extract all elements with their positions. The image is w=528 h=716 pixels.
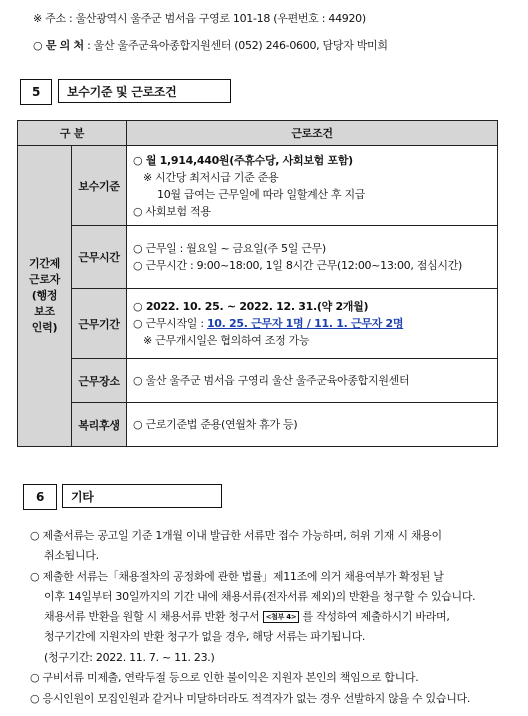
row-category-location: 근무장소 bbox=[72, 359, 127, 403]
etc-item-2-line-5: (청구기간: 2022. 11. 7. ~ 11. 23.) bbox=[44, 651, 215, 664]
contact-line bbox=[33, 37, 388, 53]
table-header-category: 구 분 bbox=[18, 121, 127, 146]
row-content-location: ○ 울산 울주군 범서읍 구영리 울산 울주군육아종합지원센터 bbox=[127, 359, 498, 403]
etc-item-1-line-2: 취소됩니다. bbox=[44, 549, 99, 562]
worker-type-cell: 기간제 근로자 (행정 보조 인력) bbox=[18, 146, 72, 447]
row-category-welfare: 복리후생 bbox=[72, 403, 127, 447]
etc-item-2-line-2: 이후 14일부터 30일까지의 기간 내에 채용서류(전자서류 제외)의 반환을 청구할 수 있습니다. bbox=[44, 590, 476, 603]
start-date-detail: 10. 25. 근무자 1명 / 11. 1. 근무자 2명 bbox=[206, 317, 404, 330]
etc-item-3: ○ 구비서류 미제출, 연락두절 등으로 인한 불이익은 지원자 본인의 책임으로 합니다. bbox=[30, 671, 419, 684]
section-5-number: 5 bbox=[20, 79, 52, 105]
row-content-hours: ○ 근무일 : 월요일 ~ 금요일(주 5일 근무) ○ 근무시간 : 9:00~18:00, 1일 8시간 근무(12:00~13:00, 점심시간) bbox=[127, 226, 498, 289]
row-category-period: 근무기간 bbox=[72, 289, 127, 359]
section-6-title: 기타 bbox=[62, 484, 222, 508]
address-note: ※ 주소 : 울산광역시 울주군 범서읍 구영로 101-18 (우편번호 : 44920) bbox=[33, 12, 366, 25]
contact-value: : 울산 울주군육아종합지원센터 (052) 246-0600, 담당자 박미희 bbox=[87, 39, 388, 52]
work-conditions-table bbox=[17, 120, 498, 447]
row-content-pay: ○ 월 1,914,440원(주휴수당, 사회보험 포함) ※ 시간당 최저시급 기준 준용 10월 급여는 근무일에 따라 일할계산 후 지급 ○ 사회보험 적용 bbox=[127, 146, 498, 226]
table-header-conditions: 근로조건 bbox=[127, 121, 498, 146]
contact-label: ○ 문 의 처 bbox=[33, 39, 84, 52]
etc-item-2-line-4: 청구기간에 지원자의 반환 청구가 없을 경우, 해당 서류는 파기됩니다. bbox=[44, 630, 366, 643]
row-content-period: ○ 2022. 10. 25. ~ 2022. 12. 31.(약 2개월) ○ 근무시작일 : 10. 25. 근무자 1명 / 11. 1. 근무자 2명 ※ 근무개시일은 협의하여 조정 가능 bbox=[127, 289, 498, 359]
etc-item-4: ○ 응시인원이 모집인원과 같거나 미달하더라도 적격자가 없는 경우 선발하지 않을 수 있습니다. bbox=[30, 692, 471, 705]
etc-item-2-line-1: ○ 제출한 서류는「채용절차의 공정화에 관한 법률」제11조에 의거 채용여부가 확정된 날 bbox=[30, 570, 444, 583]
etc-item-2-line-3: 채용서류 반환을 원할 시 채용서류 반환 청구서 <첨부 4> 를 작성하여 제출하시기 바라며, bbox=[44, 610, 450, 623]
section-5-title: 보수기준 및 근로조건 bbox=[58, 79, 231, 103]
section-6-number: 6 bbox=[23, 484, 57, 510]
row-content-welfare: ○ 근로기준법 준용(연월차 휴가 등) bbox=[127, 403, 498, 447]
row-category-hours: 근무시간 bbox=[72, 226, 127, 289]
row-category-pay: 보수기준 bbox=[72, 146, 127, 226]
attachment-4-tag: <첨부 4> bbox=[263, 611, 300, 623]
etc-item-1-line-1: ○ 제출서류는 공고일 기준 1개월 이내 발급한 서류만 접수 가능하며, 허위 기재 시 채용이 bbox=[30, 529, 442, 542]
